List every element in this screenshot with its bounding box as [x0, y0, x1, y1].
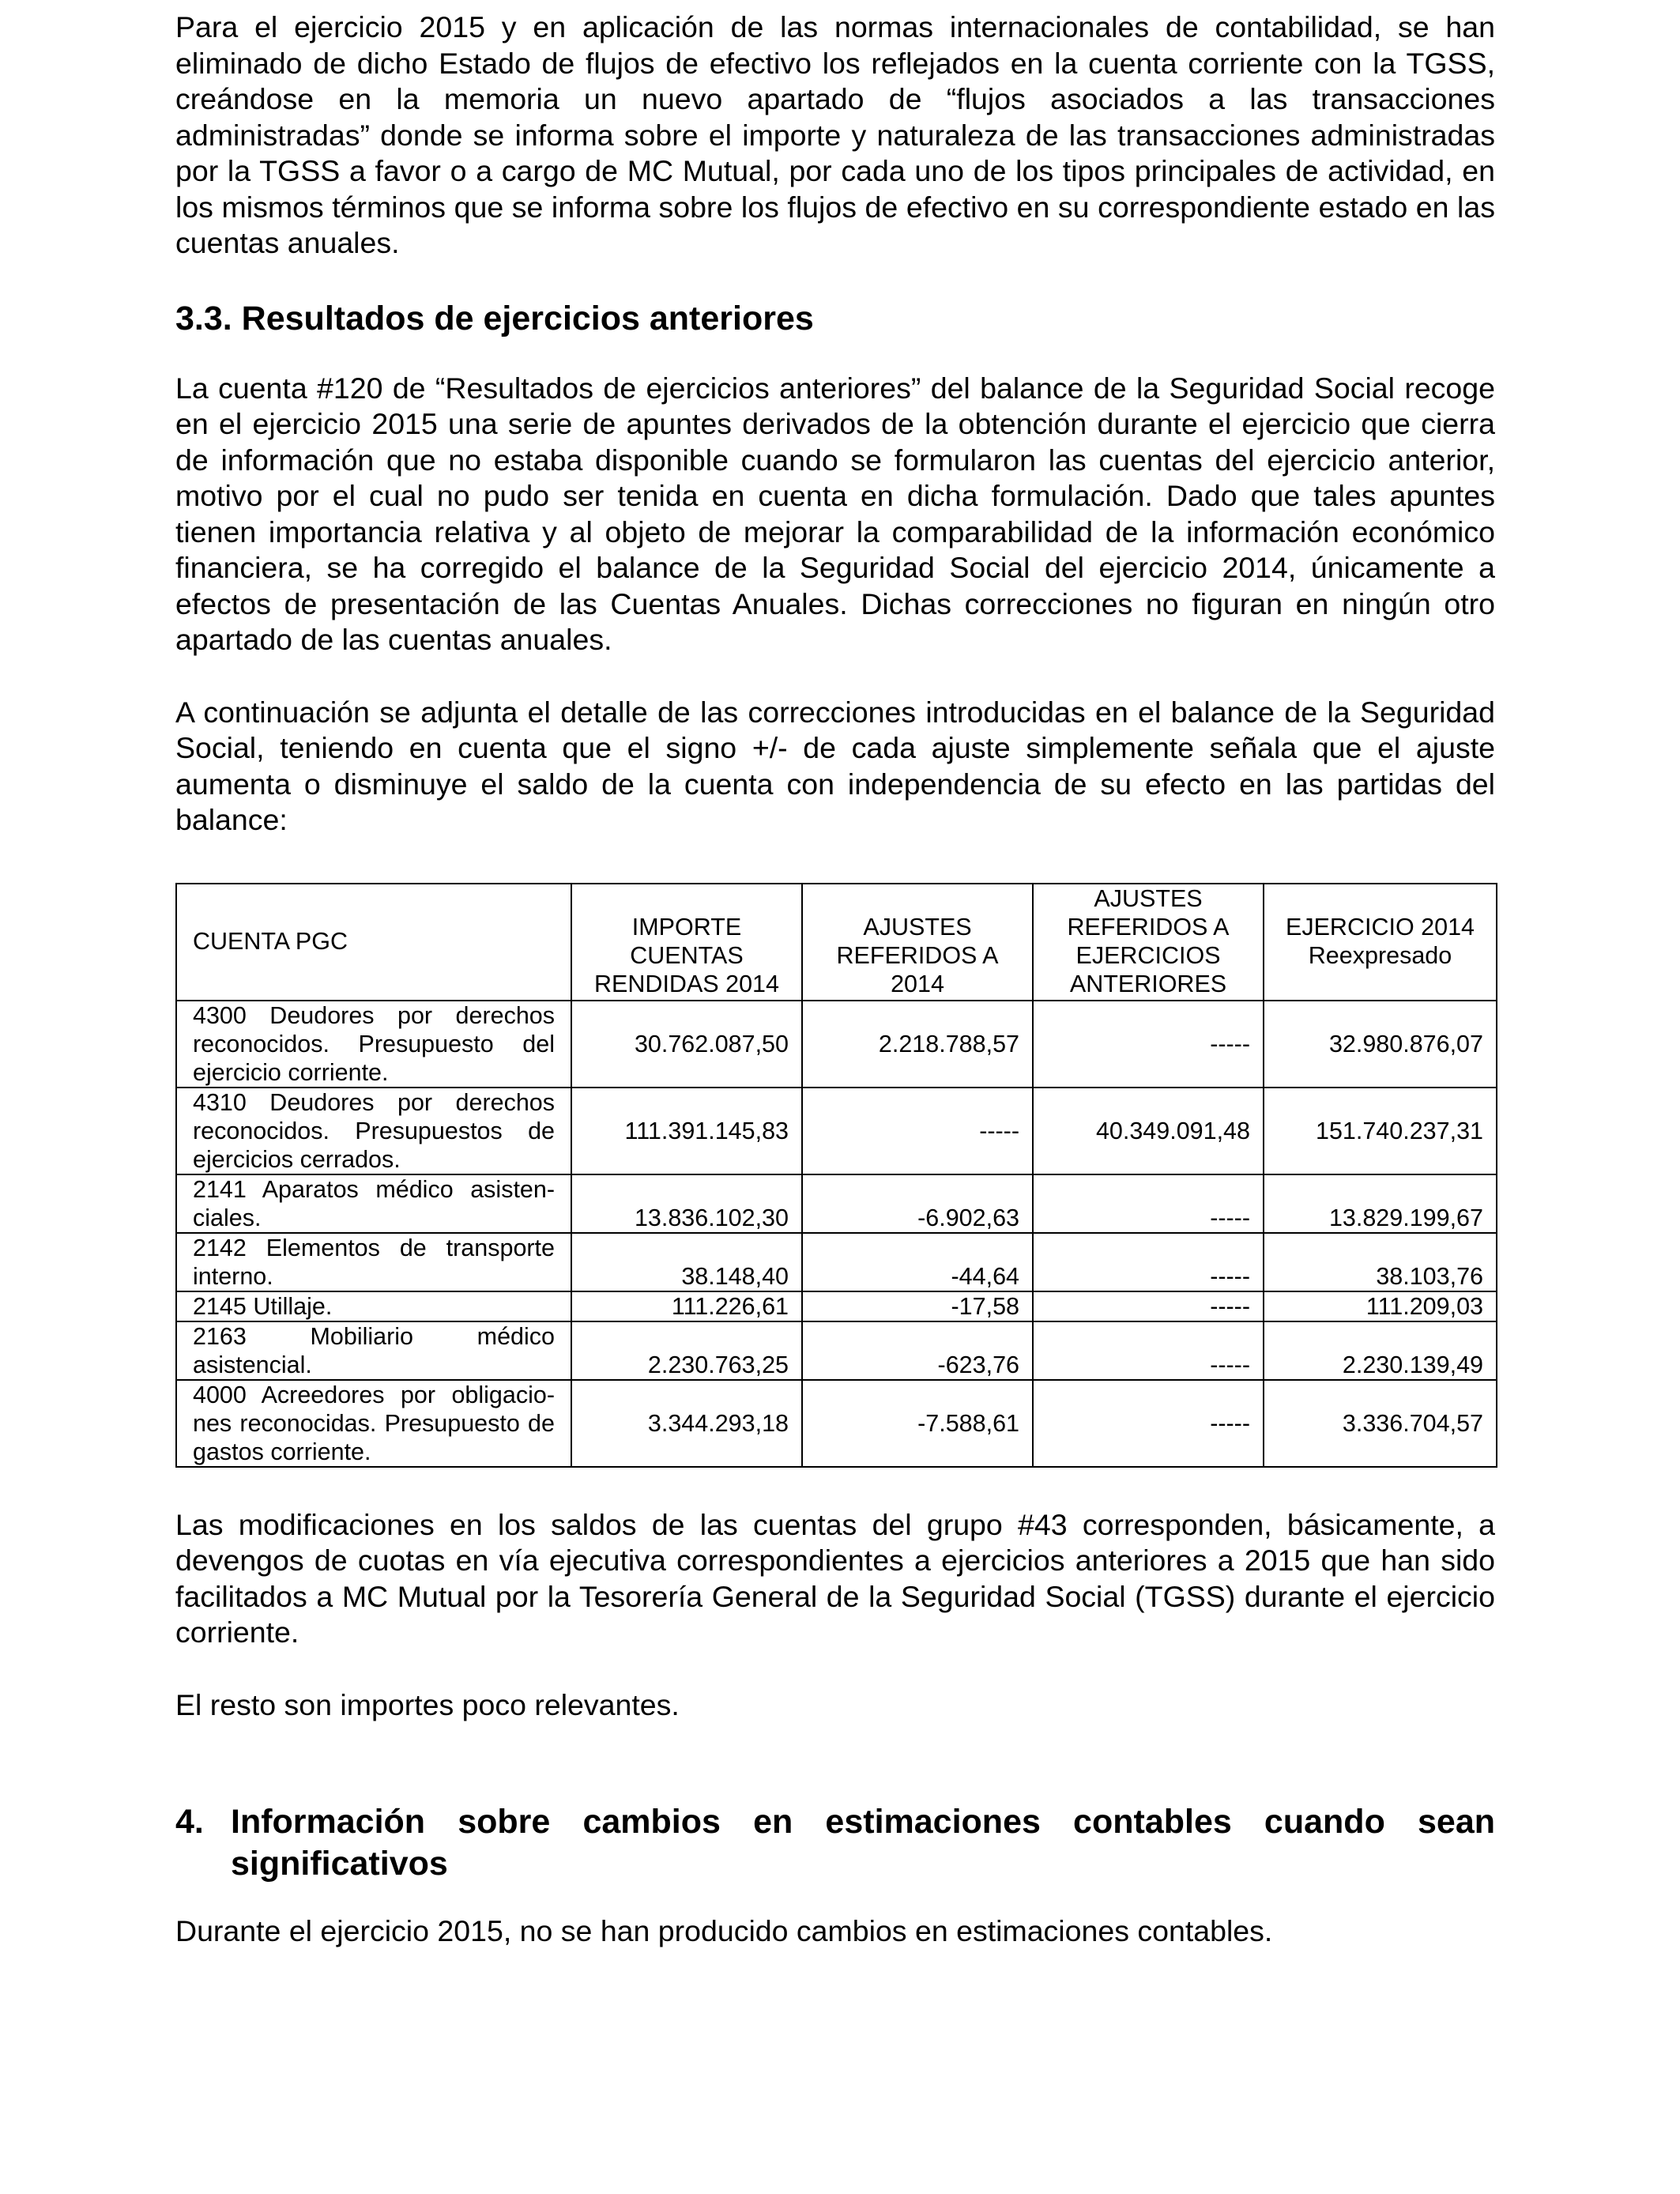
cell-ejercicio-2014: 3.336.704,57	[1264, 1380, 1497, 1467]
modificaciones-paragraph: Las modificaciones en los saldos de las cuentas del grupo #43 corresponden, básicamente, a devengos de cuotas en vía ejecutiva correspondientes a ejercicios anteriores a 2015 que han sido facilitados a MC Mutual por la Tesorería General de la Seguridad Social (TGSS) durante el ejercicio corriente.	[175, 1507, 1495, 1649]
cell-ajustes-2014: -623,76	[802, 1321, 1033, 1380]
cell-ajustes-2014: -17,58	[802, 1291, 1033, 1321]
header-importe: IMPORTE CUENTAS RENDIDAS 2014	[571, 884, 802, 1001]
section-4-heading	[175, 1801, 1495, 1885]
corrections-table	[175, 883, 1497, 1468]
cell-ajustes-anteriores: -----	[1033, 1321, 1264, 1380]
cell-ajustes-2014: -----	[802, 1088, 1033, 1174]
table-row	[176, 1233, 1497, 1291]
table-row	[176, 1001, 1497, 1088]
cell-cuenta: 4000 Acreedores por obligacio-nes reconocidas. Presupuesto de gastos corriente.	[176, 1380, 571, 1467]
cell-ajustes-2014: -6.902,63	[802, 1174, 1033, 1233]
cell-ejercicio-2014: 2.230.139,49	[1264, 1321, 1497, 1380]
cell-ajustes-anteriores: -----	[1033, 1380, 1264, 1467]
cambios-paragraph: Durante el ejercicio 2015, no se han producido cambios en estimaciones contables.	[175, 1914, 1273, 1947]
table-row	[176, 1291, 1497, 1321]
cell-cuenta: 2141 Aparatos médico asisten-ciales.	[176, 1174, 571, 1233]
cell-cuenta: 4300 Deudores por derechos reconocidos. Presupuesto del ejercicio corriente.	[176, 1001, 571, 1088]
cell-ajustes-2014: 2.218.788,57	[802, 1001, 1033, 1088]
cell-ajustes-anteriores: -----	[1033, 1291, 1264, 1321]
cell-ajustes-anteriores: -----	[1033, 1174, 1264, 1233]
table-row	[176, 1088, 1497, 1174]
section-4-number: 4.	[175, 1803, 204, 1841]
header-ejercicio-subtitle: Reexpresado	[1308, 941, 1452, 969]
cell-ajustes-anteriores: -----	[1033, 1001, 1264, 1088]
header-ajustes-anteriores: AJUSTES REFERIDOS A EJERCICIOS ANTERIORES	[1033, 884, 1264, 1001]
header-ejercicio-title: EJERCICIO 2014	[1285, 913, 1475, 941]
header-cuenta-pgc: CUENTA PGC	[176, 884, 571, 1001]
cell-importe: 111.226,61	[571, 1291, 802, 1321]
cell-importe: 38.148,40	[571, 1233, 802, 1291]
cell-importe: 13.836.102,30	[571, 1174, 802, 1233]
cell-ejercicio-2014: 151.740.237,31	[1264, 1088, 1497, 1174]
cell-importe: 2.230.763,25	[571, 1321, 802, 1380]
table-row	[176, 1321, 1497, 1380]
section-3-3-heading: 3.3. Resultados de ejercicios anteriores	[175, 299, 814, 337]
resto-paragraph: El resto son importes poco relevantes.	[175, 1687, 680, 1721]
table-header-row	[176, 884, 1497, 1001]
cell-importe: 3.344.293,18	[571, 1380, 802, 1467]
header-ajustes-2014: AJUSTES REFERIDOS A 2014	[802, 884, 1033, 1001]
cell-cuenta: 4310 Deudores por derechos reconocidos. Presupuestos de ejercicios cerrados.	[176, 1088, 571, 1174]
cell-ajustes-anteriores: -----	[1033, 1233, 1264, 1291]
detalle-paragraph: A continuación se adjunta el detalle de las correcciones introducidas en el balance de la Seguridad Social, teniendo en cuenta que el signo +/- de cada ajuste simplemente señala que el ajuste aumenta o disminuye el saldo de la cuenta con independencia de su efecto en las partidas del balance:	[175, 695, 1495, 836]
section-4-title: Información sobre cambios en estimaciones contables cuando sean significativos	[231, 1803, 1495, 1883]
cell-cuenta: 2163 Mobiliario médico asistencial.	[176, 1321, 571, 1380]
table-row	[176, 1380, 1497, 1467]
table-row	[176, 1174, 1497, 1233]
cell-ajustes-anteriores: 40.349.091,48	[1033, 1088, 1264, 1174]
intro-paragraph: Para el ejercicio 2015 y en aplicación de las normas internacionales de contabilidad, se han eliminado de dicho Estado de flujos de efectivo los reflejados en la cuenta corriente con la TGSS, creándose en la memoria un nuevo apartado de “flujos asociados a las transacciones administradas” donde se informa sobre el importe y naturaleza de las transacciones administradas por la TGSS a favor o a cargo de MC Mutual, por cada uno de los tipos principales de actividad, en los mismos términos que se informa sobre los flujos de efectivo en su correspondiente estado en las cuentas anuales.	[175, 10, 1495, 259]
cell-ejercicio-2014: 38.103,76	[1264, 1233, 1497, 1291]
cell-cuenta: 2145 Utillaje.	[176, 1291, 571, 1321]
cuenta-120-paragraph: La cuenta #120 de “Resultados de ejercicios anteriores” del balance de la Seguridad Social recoge en el ejercicio 2015 una serie de apuntes derivados de la obtención durante el ejercicio que cierra de información que no estaba disponible cuando se formularon las cuentas del ejercicio anterior, motivo por el cual no pudo ser tenida en cuenta en dicha formulación. Dado que tales apuntes tienen importancia relativa y al objeto de mejorar la comparabilidad de la información económico financiera, se ha corregido el balance de la Seguridad Social del ejercicio 2014, únicamente a efectos de presentación de las Cuentas Anuales. Dichas correcciones no figuran en ningún otro apartado de las cuentas anuales.	[175, 371, 1495, 656]
cell-importe: 30.762.087,50	[571, 1001, 802, 1088]
cell-importe: 111.391.145,83	[571, 1088, 802, 1174]
cell-cuenta: 2142 Elementos de transporte interno.	[176, 1233, 571, 1291]
cell-ejercicio-2014: 32.980.876,07	[1264, 1001, 1497, 1088]
cell-ajustes-2014: -44,64	[802, 1233, 1033, 1291]
document-page	[175, 9, 1495, 1950]
header-ejercicio-2014	[1264, 884, 1497, 1001]
cell-ejercicio-2014: 13.829.199,67	[1264, 1174, 1497, 1233]
cell-ejercicio-2014: 111.209,03	[1264, 1291, 1497, 1321]
cell-ajustes-2014: -7.588,61	[802, 1380, 1033, 1467]
